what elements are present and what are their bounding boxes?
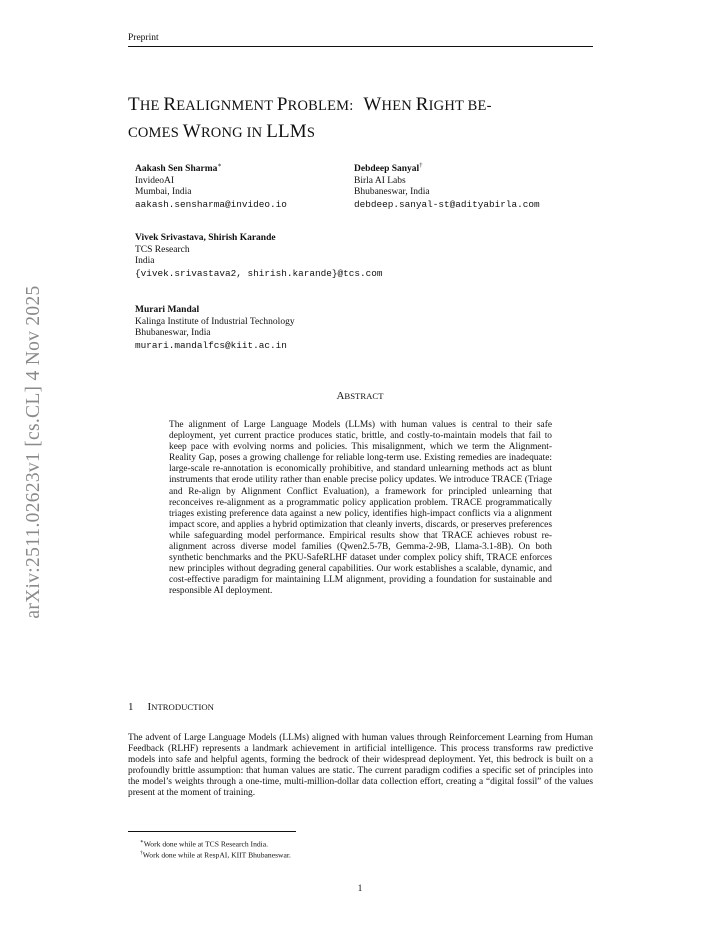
title-glyph: R	[163, 94, 177, 115]
author-location: India	[135, 256, 155, 266]
footnote-text: Work done while at TCS Research India.	[143, 839, 269, 849]
title-smallcaps: IGHT BE-	[428, 98, 492, 114]
title-glyph: W	[363, 94, 382, 115]
header-rule	[128, 46, 593, 47]
title-glyph: R	[415, 94, 429, 115]
footnote-rule	[128, 831, 296, 832]
section-number: 1	[128, 701, 134, 713]
footnote-mark: ∗	[140, 839, 144, 845]
author-email: {vivek.srivastava2, shirish.karande}@tcs.com	[135, 267, 383, 279]
author-name: Vivek Srivastava, Shirish Karande	[135, 233, 276, 243]
title-smallcaps: S	[306, 125, 316, 141]
footnote-text: Work done while at RespAI, KIIT Bhubaneswar.	[142, 850, 291, 860]
title-glyph: P	[276, 94, 288, 115]
footnote-mark: †	[419, 162, 423, 169]
author-block	[135, 160, 287, 210]
author-location: Mumbai, India	[135, 187, 192, 198]
author-block	[354, 160, 540, 210]
section-text: The advent of Large Language Models (LLMs) aligned with human values through Reinforcement Learning from Human Feedback (RLHF) represents a landmark achievement in artificial intelligence. This process transforms raw predictive models into safe and helpful agents, forming the bedrock of their widespread deployment. Yet, this bedrock is built on a profoundly brittle assumption: that human values are static. The current paradigm codifies a specific set of principles into the model’s weights through a one-time, multi-million-dollar data collection effort, creating a “digital fossil” of the values present at the moment of training.	[128, 733, 593, 799]
author-affiliation: TCS Research	[135, 244, 190, 255]
section-heading	[128, 701, 214, 713]
author-name: Murari Mandal	[135, 305, 200, 315]
title-smallcaps: HE	[139, 98, 164, 114]
abstract-text: The alignment of Large Language Models (LLMs) with human values is central to their safe deployment, yet current practice produces static, brittle, and costly-to-maintain models that fail to keep pace with evolving norms and policies. This misalignment, which we term the Alignment-Reality Gap, poses a growing challenge for reliable long-term use. Existing remedies are inadequate: large-scale re-annotation is economically prohibitive, and standard unlearning methods act as blunt instruments that erode utility rather than enable precise policy updates. We introduce TRACE (Triage and Re-align by Alignment Conflict Evaluation), a framework for principled unlearning that reconceives re-alignment as a programmatic policy application problem. TRACE programmatically triages existing preference data against a new policy, identifies high-impact conflicts via a alignment impact score, and applies a hybrid optimization that cleanly inverts, discards, or preserves preferences while safeguarding model performance. Empirical results show that TRACE achieves robust re-alignment across diverse model families (Qwen2.5-7B, Gemma-2-9B, Llama-3.1-8B). On both synthetic benchmarks and the PKU-SafeRLHF dataset under complex policy shift, TRACE enforces new principles without degrading general capabilities. Our work establishes a scalable, dynamic, and cost-effective paradigm for maintaining LLM alignment, providing a foundation for sustainable and responsible AI deployment.	[169, 420, 552, 597]
arxiv-identifier: arXiv:2511.02623v1 [cs.CL] 4 Nov 2025	[23, 285, 44, 619]
footnote-mark: ∗	[217, 162, 222, 169]
title-line-1	[128, 92, 598, 119]
abstract-heading-initial: A	[336, 390, 345, 402]
footnote	[140, 849, 291, 860]
section-heading-rest: NTRODUCTION	[151, 702, 214, 712]
author-block	[135, 305, 295, 351]
footnote	[140, 838, 268, 849]
abstract-heading-rest: BSTRACT	[344, 391, 384, 401]
author-email: aakash.sensharma@invideo.io	[135, 198, 287, 210]
title-smallcaps: EALIGNMENT	[176, 98, 277, 114]
author-email: murari.mandalfcs@kiit.ac.in	[135, 339, 287, 351]
author-affiliation: InvideoAI	[135, 175, 175, 186]
footnote-mark: †	[140, 850, 143, 856]
author-email: debdeep.sanyal-st@adityabirla.com	[354, 198, 540, 210]
running-header: Preprint	[128, 33, 159, 43]
abstract-heading	[0, 390, 720, 402]
author-location: Bhubaneswar, India	[354, 187, 430, 198]
paper-title	[128, 92, 598, 146]
title-smallcaps: ROBLEM:	[287, 98, 354, 114]
title-glyph: T	[128, 94, 140, 115]
title-line-2	[128, 119, 598, 146]
title-smallcaps: RONG IN	[200, 125, 267, 141]
author-location: Bhubaneswar, India	[135, 328, 211, 338]
title-smallcaps: COMES	[128, 125, 183, 141]
title-glyph: W	[182, 121, 201, 142]
section-heading-initial: I	[147, 701, 152, 713]
author-name: Aakash Sen Sharma	[135, 164, 218, 175]
author-affiliation: Kalinga Institute of Industrial Technology	[135, 316, 295, 327]
author-block	[135, 233, 383, 279]
title-smallcaps: HEN	[381, 98, 416, 114]
page-number: 1	[357, 884, 363, 894]
title-glyph: LLM	[266, 121, 307, 142]
author-name: Debdeep Sanyal	[354, 164, 420, 175]
author-affiliation: Birla AI Labs	[354, 175, 406, 186]
